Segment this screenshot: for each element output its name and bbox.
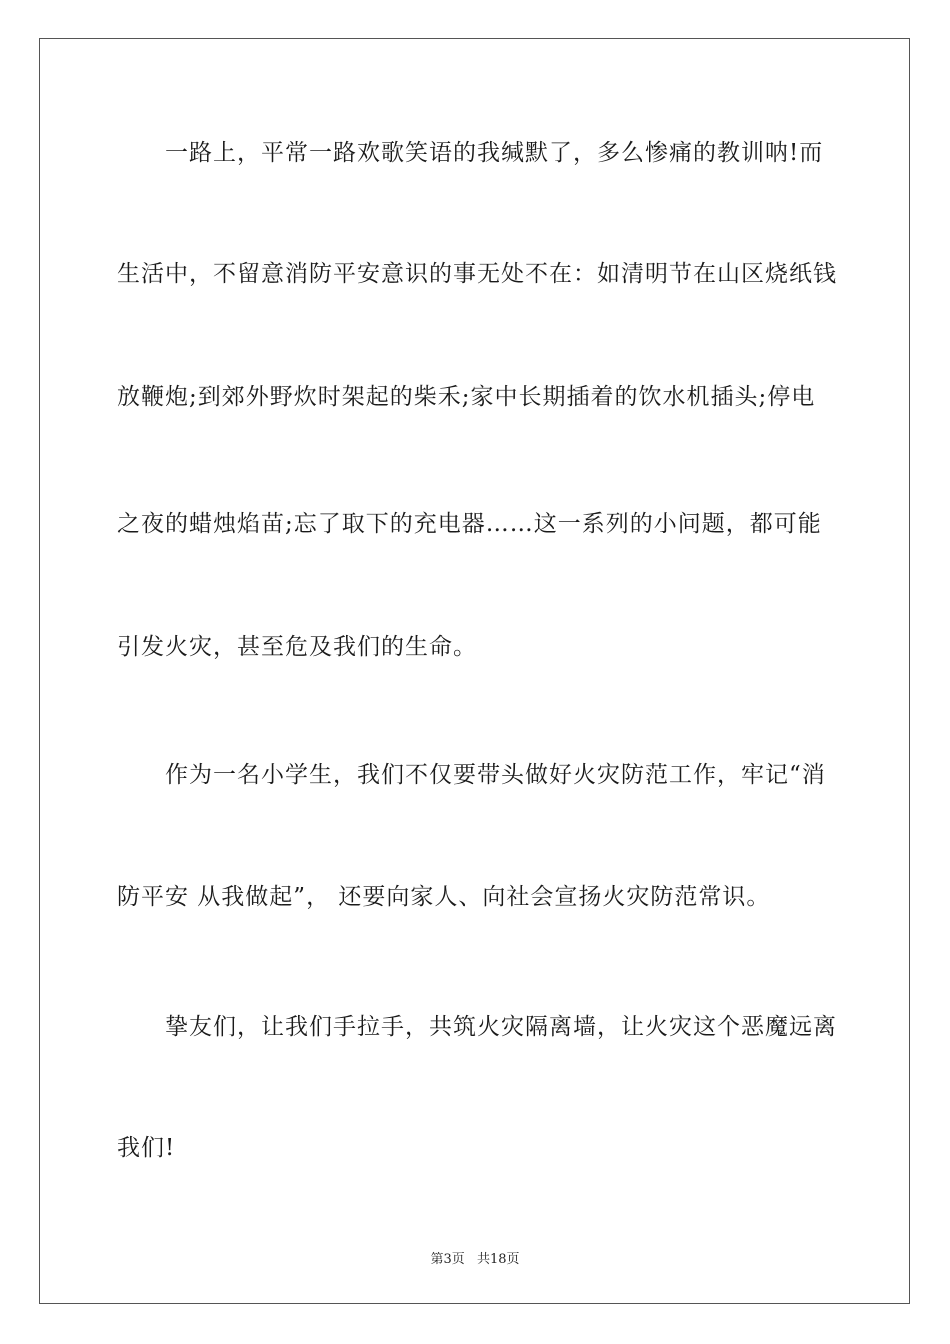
paragraph-2-line-2: 防平安 从我做起”， 还要向家人、向社会宣扬火灾防范常识。 <box>117 884 771 910</box>
paragraph-3-line-2: 我们! <box>117 1135 176 1161</box>
page-footer <box>0 1248 950 1267</box>
paragraph-3-line-1: 挚友们，让我们手拉手，共筑火灾隔离墙，让火灾这个恶魔远离 <box>165 1014 837 1040</box>
page-number: 第3页 <box>430 1252 465 1267</box>
page-frame <box>39 38 910 1304</box>
page-total: 共18页 <box>476 1252 520 1267</box>
paragraph-1-line-4: 之夜的蜡烛焰苗;忘了取下的充电器……这一系列的小问题，都可能 <box>117 511 822 537</box>
paragraph-2-line-1: 作为一名小学生，我们不仅要带头做好火灾防范工作，牢记“消 <box>165 762 826 788</box>
paragraph-1-line-1: 一路上，平常一路欢歌笑语的我缄默了，多么惨痛的教训呐!而 <box>165 140 824 166</box>
paragraph-1-line-5: 引发火灾，甚至危及我们的生命。 <box>117 634 477 660</box>
paragraph-1-line-3: 放鞭炮;到郊外野炊时架起的柴禾;家中长期插着的饮水机插头;停电 <box>117 384 816 410</box>
paragraph-1-line-2: 生活中，不留意消防平安意识的事无处不在：如清明节在山区烧纸钱 <box>117 261 837 287</box>
